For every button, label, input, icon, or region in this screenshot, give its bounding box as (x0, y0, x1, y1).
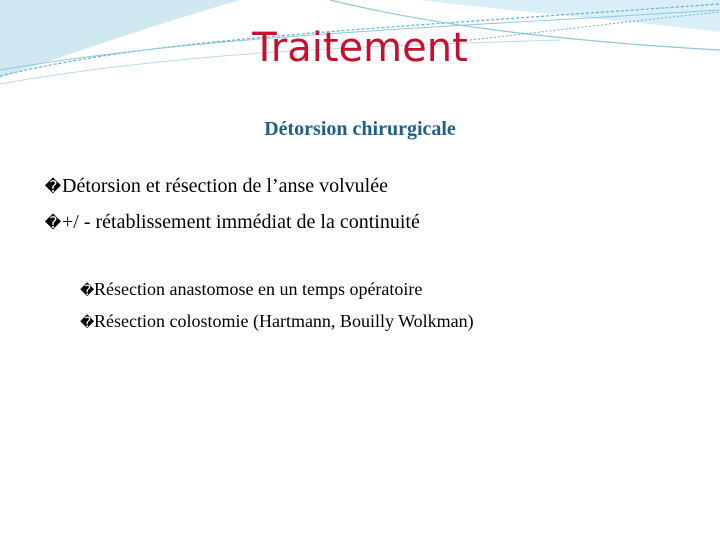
bullet-glyph: � (44, 179, 62, 196)
slide-subtitle: Détorsion chirurgicale (264, 118, 456, 140)
bullet-text: +/ - rétablissement immédiat de la continuité (62, 211, 420, 233)
bullet-item-1 (44, 173, 388, 201)
sub-bullet-text: Résection anastomose en un temps opératoire (94, 279, 423, 299)
slide-title: Traitement (252, 25, 468, 71)
bullet-text: Détorsion et résection de l’anse volvulée (62, 175, 388, 197)
sub-bullet-item-1 (80, 277, 422, 304)
sub-bullet-text: Résection colostomie (Hartmann, Bouilly Wolkman) (94, 311, 474, 331)
bullet-glyph: � (44, 215, 62, 232)
bullet-item-2 (44, 209, 420, 237)
sub-bullet-item-2 (80, 309, 474, 336)
sub-bullet-glyph: � (80, 284, 95, 299)
sub-bullet-glyph: � (80, 316, 95, 331)
